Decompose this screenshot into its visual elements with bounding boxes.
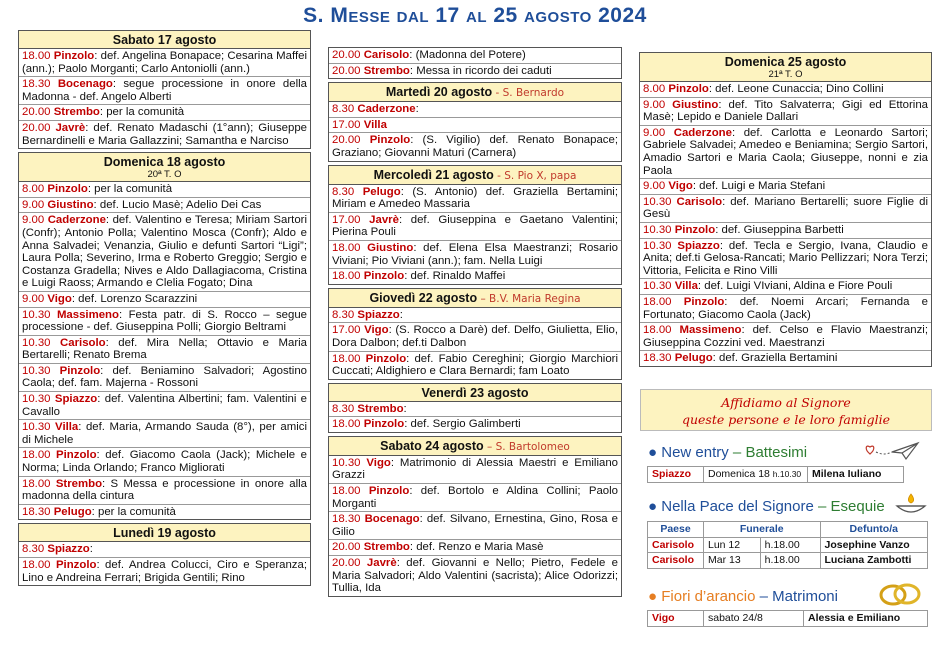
mass-intention: : def. Celso e Flavio Maestranzi; Giuseppina Cozzini ved. Maestranzi (643, 324, 929, 349)
mass-place: Strembo (363, 541, 410, 554)
mass-intention: : def. Giacomo Caola (Jack); Michele e Norma; Linda Orlando; Franco Migliorati (22, 449, 307, 475)
day-box (328, 383, 622, 433)
mass-place: Spiazzo (357, 308, 400, 321)
mass-place: Pelugo (53, 505, 92, 518)
mass-place: Pinzolo (53, 50, 95, 62)
day-header (19, 524, 310, 542)
mass-entry (329, 64, 621, 79)
mass-place: Massimeno (679, 324, 742, 337)
mass-intention: : def. Renzo e Maria Masè (409, 541, 544, 554)
mass-place: Pinzolo (59, 364, 101, 377)
matrimoni-title: ● Fiori d’arancio – Matrimoni (648, 588, 838, 605)
mass-entry (640, 98, 931, 126)
battesimi-title-b: – Battesimi (728, 444, 808, 461)
mass-intention: : (399, 308, 403, 321)
feast-label: – S. Bartolomeo (483, 440, 570, 453)
mass-place: Javrè (366, 557, 397, 570)
mass-time: 17.00 (332, 118, 361, 131)
esequie-giorno: Mar 13 (704, 553, 761, 569)
mass-entry (19, 292, 310, 308)
day-box (18, 152, 311, 520)
mass-place: Vigo (364, 324, 389, 337)
mass-entry (19, 364, 310, 392)
battesimi-table (647, 466, 904, 483)
mass-time: 8.00 (643, 83, 666, 95)
mass-time: 8.30 (332, 103, 355, 116)
mass-place: Giustino (367, 241, 414, 254)
mass-intention: : def. Carlotta e Leonardo Sartori; Gabriele Salvadei; Amedeo e Beniamina; Sergio Sartori, Amadio Sartori e Maria Caola; Giuseppe, nonni e zia Paola (643, 126, 928, 177)
mass-entry (329, 213, 621, 241)
mass-place: Spiazzo (54, 393, 98, 406)
mass-entry (640, 179, 931, 195)
mass-intention: : def. Silvano, Ernestina, Gino, Rosa e Gilio (332, 513, 618, 538)
mass-entry (19, 477, 310, 505)
mass-time: 18.30 (22, 505, 51, 518)
mass-place: Villa (674, 280, 698, 293)
mass-time: 18.00 (332, 485, 361, 498)
mass-entry (640, 351, 931, 366)
esequie-defunto: Luciana Zambotti (820, 553, 928, 569)
mass-place: Villa (55, 421, 79, 434)
mass-entry (19, 105, 310, 121)
mass-time: 20.00 (332, 541, 361, 554)
mass-intention: : S Messa e processione in onore alla madonna della cintura (22, 477, 307, 503)
mass-intention: : def. Fabio Cereghini; Giorgio Marchiori Cuccati; Aldighiero e Clara Bernardi; fam Loato (332, 352, 618, 378)
mass-place: Spiazzo (47, 543, 90, 556)
day-header (19, 31, 310, 49)
mass-intention: : def. Bortolo e Aldina Collini; Paolo Morganti (332, 485, 618, 510)
mass-place: Carisolo (676, 195, 723, 208)
wedding-rings-icon (875, 580, 927, 608)
mass-entry (19, 505, 310, 520)
battesimi-paese: Spiazzo (648, 467, 704, 483)
mass-time: 10.30 (22, 393, 51, 406)
mass-intention: : Messa in ricordo dei caduti (409, 64, 552, 77)
mass-intention: : def. Noemi Arcari; Fernanda e Fortunato; Giacomo Caola (Jack) (643, 295, 929, 321)
day-title: Lunedì 19 agosto (113, 526, 216, 541)
day-title: Giovedì 22 agosto (369, 290, 478, 305)
mass-intention: : def. Sergio Galimberti (404, 418, 521, 431)
mass-time: 8.00 (22, 183, 45, 196)
day-box (18, 30, 311, 149)
esequie-paese: Carisolo (648, 537, 704, 553)
mass-time: 10.30 (643, 223, 672, 236)
mass-entry (329, 48, 621, 64)
mass-place: Strembo (55, 477, 103, 490)
esequie-ora: h.18.00 (760, 537, 820, 553)
day-title: Sabato 24 agosto (380, 438, 484, 453)
mass-time: 10.30 (643, 280, 672, 293)
mass-intention: : (415, 103, 419, 116)
mass-place: Carisolo (363, 49, 410, 61)
mass-intention: : per la comunità (99, 106, 185, 119)
mass-place: Pinzolo (55, 559, 97, 571)
affidiamo-line1: Affidiamo al Signore (721, 395, 851, 410)
mass-time: 9.00 (22, 292, 45, 305)
mass-intention: : (Madonna del Potere) (409, 49, 526, 61)
mass-intention: : def. Angelina Bonapace; Cesarina Maffei (ann.); Paolo Morganti; Carlo Antoniolli (ann.) (22, 50, 307, 75)
page-title: S. Messe dal 17 al 25 agosto 2024 (303, 4, 647, 27)
battesimi-data (704, 467, 808, 483)
mass-intention: : def. Luigi e Maria Stefani (692, 180, 826, 193)
mass-intention: : def. Renato Madaschi (1°ann); Giuseppe Bernardinelli e Maria Gallazzini; Samantha e Narciso (22, 121, 308, 147)
mass-intention: : def. Mira Nella; Ottavio e Maria Bertarelli; Renato Brema (22, 336, 307, 362)
mass-time: 10.30 (22, 308, 51, 321)
mass-place: Pinzolo (368, 485, 410, 498)
day-box (328, 47, 622, 79)
column-2 (328, 47, 622, 600)
esequie-paese: Carisolo (648, 553, 704, 569)
mass-place: Spiazzo (677, 239, 720, 252)
mass-entry (19, 308, 310, 336)
col-header-funerale: Funerale (704, 522, 821, 538)
mass-place: Pinzolo (363, 270, 405, 283)
esequie-giorno: Lun 12 (704, 537, 761, 553)
mass-entry (329, 269, 621, 284)
mass-intention: : def. Graziella Bertamini (712, 352, 838, 365)
mass-intention: : segue processione in onore della Madonna - def. Angelo Alberti (22, 78, 307, 103)
mass-place: Vigo (47, 292, 72, 305)
mass-time: 20.00 (332, 134, 361, 147)
mass-intention: : def. Maria, Armando Sauda (8°), per amici di Michele (22, 421, 307, 446)
mass-time: 18.00 (332, 352, 361, 365)
mass-entry (640, 323, 931, 351)
mass-intention: : (89, 543, 93, 556)
day-title: Martedì 20 agosto (385, 85, 493, 100)
mass-time: 20.00 (332, 64, 361, 77)
mass-time: 10.30 (332, 456, 361, 469)
mass-entry (19, 420, 310, 448)
mass-time: 9.00 (22, 198, 45, 211)
mass-entry (19, 182, 310, 198)
mass-entry (19, 213, 310, 292)
battesimi-title-a: New entry (661, 444, 729, 461)
mass-place: Carisolo (60, 336, 106, 349)
mass-entry (329, 133, 621, 160)
mass-time: 10.30 (22, 364, 51, 377)
mass-time: 8.30 (332, 185, 355, 198)
day-title: Domenica 18 agosto (103, 155, 226, 170)
mass-place: Strembo (53, 106, 100, 119)
day-header (329, 289, 621, 308)
column-3 (639, 52, 932, 370)
mass-place: Pinzolo (683, 295, 725, 308)
mass-time: 9.00 (22, 214, 45, 227)
mass-place: Pinzolo (674, 223, 716, 236)
mass-intention: : def. Valentina Albertini; fam. Valentini e Cavallo (22, 393, 308, 418)
mass-entry (329, 402, 621, 418)
mass-intention: : def. Luigi VIviani, Aldina e Fiore Pouli (697, 280, 893, 293)
mass-entry (640, 82, 931, 98)
mass-place: Strembo (363, 64, 410, 77)
mass-place: Massimeno (56, 308, 119, 321)
mass-entry (640, 279, 931, 295)
mass-intention: : def. Giuseppina e Gaetano Valentini; Pierina Pouli (332, 213, 618, 239)
esequie-title-a: Nella Pace del Signore (661, 498, 814, 515)
mass-entry (19, 542, 310, 558)
day-title: Venerdì 23 agosto (421, 385, 529, 400)
mass-place: Pinzolo (365, 352, 407, 365)
mass-time: 18.00 (22, 477, 51, 490)
mass-place: Javrè (55, 121, 86, 134)
mass-place: Bocenago (57, 78, 113, 91)
mass-time: 9.00 (643, 126, 666, 139)
mass-place: Pinzolo (668, 83, 709, 95)
mass-entry (19, 198, 310, 214)
mass-entry (329, 540, 621, 556)
battesimi-nome: Milena Iuliano (808, 467, 904, 483)
mass-time: 18.30 (22, 78, 51, 91)
mass-place: Pinzolo (363, 418, 405, 431)
mass-entry (329, 102, 621, 118)
mass-entry (19, 392, 310, 420)
table-row (648, 537, 928, 553)
table-header (648, 522, 928, 538)
day-box (328, 165, 622, 285)
mass-intention: : (403, 402, 407, 415)
mass-place: Giustino (47, 198, 94, 211)
esequie-title: ● Nella Pace del Signore – Esequie (648, 498, 885, 515)
mass-place: Pelugo (362, 185, 401, 198)
mass-place: Vigo (668, 180, 693, 193)
heart-plane-icon (862, 440, 922, 462)
mass-time: 18.00 (22, 559, 51, 571)
mass-place: Pelugo (674, 352, 713, 365)
table-row (648, 553, 928, 569)
matrimoni-title-b: – Matrimoni (755, 588, 838, 605)
mass-entry (329, 241, 621, 269)
mass-intention: : (S. Rocco a Darè) def. Delfo, Giulietta, Elio, Dora Dalbon; def.ti Dalbon (332, 324, 618, 349)
mass-entry (329, 456, 621, 484)
battesimi-giorno: Domenica 18 (708, 468, 770, 480)
esequie-defunto: Josephine Vanzo (820, 537, 928, 553)
day-header (640, 53, 931, 82)
oil-lamp-icon (893, 492, 929, 518)
esequie-table (647, 521, 928, 569)
mass-time: 10.30 (22, 336, 51, 349)
mass-intention: : (S. Antonio) def. Graziella Bertamini; Miriam e Amedeo Massaria (332, 185, 619, 211)
column-1 (18, 30, 311, 589)
mass-entry (329, 323, 621, 351)
day-header (329, 166, 621, 185)
mass-place: Strembo (357, 402, 404, 415)
col-header-paese: Paese (648, 522, 704, 538)
mass-time: 8.30 (22, 543, 45, 556)
mass-place: Bocenago (364, 513, 420, 526)
mass-time: 18.00 (22, 50, 51, 62)
day-header (19, 153, 310, 182)
affidiamo-box (640, 389, 932, 431)
mass-intention: : def. Lucio Masè; Adelio Dei Cas (93, 198, 262, 211)
mass-entry (329, 484, 621, 512)
mass-entry (329, 556, 621, 596)
mass-time: 18.00 (332, 270, 361, 283)
mass-intention: : def. Beniamino Salvadori; Agostino Caola; def. fam. Majerna - Rossoni (22, 364, 308, 390)
mass-place: Giustino (672, 98, 719, 111)
mass-entry (640, 195, 931, 223)
affidiamo-line2: queste persone e le loro famiglie (681, 412, 891, 427)
mass-time: 10.30 (643, 239, 672, 252)
mass-place: Caderzone (673, 126, 732, 139)
mass-time: 10.30 (643, 195, 672, 208)
mass-intention: : per la comunità (87, 183, 173, 196)
mass-intention: : def. Lorenzo Scarazzini (71, 292, 198, 305)
mass-intention: : def. Mariano Bertarelli; suore Figlie di Gesù (643, 195, 928, 221)
esequie-title-b: – Esequie (813, 498, 885, 515)
mass-time: 20.00 (22, 121, 51, 134)
mass-place: Pinzolo (47, 183, 88, 196)
mass-time: 17.00 (332, 324, 361, 337)
mass-time: 10.30 (22, 421, 51, 434)
mass-time: 18.30 (643, 352, 672, 365)
mass-time: 9.00 (643, 98, 666, 111)
matrimoni-paese: Vigo (648, 611, 704, 627)
mass-entry (19, 121, 310, 148)
mass-intention: : def. Andrea Colucci, Ciro e Speranza; Lino e Andreina Ferrari; Brigida Gentili; Rino (22, 559, 307, 584)
battesimi-title: ● New entry – Battesimi (648, 444, 808, 461)
mass-place: Pinzolo (56, 449, 97, 462)
col-header-defunto: Defunto/a (820, 522, 928, 538)
mass-entry (640, 239, 931, 280)
mass-entry (19, 49, 310, 77)
mass-place: Caderzone (47, 214, 106, 227)
mass-time: 17.00 (332, 213, 361, 226)
day-box (18, 523, 311, 586)
day-title: Mercoledì 21 agosto (373, 167, 494, 182)
mass-intention: : def. Valentino e Teresa; Miriam Sartori (Confr); Antonio Polla; Valentino Mosca (Confr); Aldo e Anna Salvadei; Venanzia, Giulio e defunti Sartori “Ligi”; Laura Polla; Severino, Irma e Roberto Greggio; Sergio e Costanza Gradella; Nives e Aldo Dallagiacoma, Cristina e Luigi Raoss; Armando e Clelia Fogato; Dina (22, 214, 307, 290)
mass-time: 8.30 (332, 308, 355, 321)
day-header (329, 384, 621, 402)
feast-label: - S. Bernardo (492, 87, 565, 100)
mass-entry (329, 118, 621, 134)
mass-entry (640, 295, 931, 323)
mass-intention: : Festa patr. di S. Rocco – segue processione - def. Giuseppina Polli; Giorgio Beltrami (22, 308, 307, 334)
mass-intention: : per la comunità (91, 505, 176, 518)
mass-entry (329, 185, 621, 213)
mass-place: Villa (363, 118, 387, 131)
mass-intention: : def. Tecla e Sergio, Ivana, Claudio e Anita; def.ti Gelosa-Rancati; Mario Pellizzari; Nora Terzi; Vittoria, Felicita e Rino Villi (643, 239, 928, 277)
battesimi-ora: h.10.30 (772, 469, 802, 479)
mass-entry (329, 308, 621, 324)
mass-entry (19, 448, 310, 476)
matrimoni-sposi: Alessia e Emiliano (804, 611, 928, 627)
mass-intention: : def. Elena Elsa Maestranzi; Rosario Viviani; Pio Viviani (ann.); fam. Nella Luigi (332, 241, 618, 267)
mass-time: 20.00 (22, 106, 51, 119)
mass-time: 18.30 (332, 513, 361, 526)
matrimoni-title-a: Fiori d’arancio (661, 588, 756, 605)
mass-time: 18.00 (332, 241, 361, 254)
day-header (329, 437, 621, 456)
mass-intention: : def. Leone Cunaccia; Dino Collini (708, 83, 884, 95)
day-box (328, 82, 622, 161)
esequie-ora: h.18.00 (760, 553, 820, 569)
mass-entry (329, 417, 621, 432)
mass-entry (19, 558, 310, 585)
mass-time: 18.00 (332, 418, 361, 431)
mass-time: 20.00 (332, 557, 361, 570)
mass-intention: : def. Tito Salvaterra; Gigi ed Ettorina Masè; Lepido e Daniele Dallari (643, 98, 928, 124)
feast-label: – B.V. Maria Regina (477, 292, 581, 305)
mass-intention: : def. Giovanni e Nello; Pietro, Fedele e Maria Salvadori; Aldo Valentini (sacrista); Alice Odorizzi; Tullia, Ida (332, 557, 618, 595)
mass-entry (640, 126, 931, 179)
mass-intention: : Matrimonio di Alessia Maestri e Emiliano Grazzi (332, 456, 618, 482)
day-title: Domenica 25 agosto (724, 55, 847, 69)
liturgical-week: 21ª T. O (768, 69, 803, 80)
table-row (648, 467, 904, 483)
table-row (648, 611, 928, 627)
day-box (639, 52, 932, 367)
mass-time: 18.00 (22, 449, 51, 462)
mass-time: 18.00 (643, 324, 672, 337)
mass-entry (19, 336, 310, 364)
mass-entry (640, 223, 931, 239)
liturgical-week: 20ª T. O (147, 169, 182, 181)
mass-intention: : def. Giuseppina Barbetti (715, 223, 844, 236)
day-box (328, 436, 622, 597)
mass-place: Caderzone (357, 103, 416, 116)
mass-entry (329, 512, 621, 540)
day-title: Sabato 17 agosto (112, 33, 217, 47)
feast-label: - S. Pio X, papa (493, 169, 577, 182)
mass-intention: : (S. Vigilio) def. Renato Bonapace; Graziano; Giovanni Maturi (Carnera) (332, 134, 618, 159)
mass-intention: : def. Rinaldo Maffei (404, 270, 506, 283)
mass-place: Javrè (369, 213, 399, 226)
mass-time: 18.00 (643, 295, 672, 308)
mass-time: 9.00 (643, 180, 666, 193)
mass-entry (329, 352, 621, 379)
day-header (329, 83, 621, 102)
mass-place: Vigo (366, 456, 391, 469)
matrimoni-data: sabato 24/8 (704, 611, 804, 627)
mass-time: 8.30 (332, 402, 355, 415)
mass-entry (19, 77, 310, 105)
mass-time: 20.00 (332, 49, 361, 61)
mass-place: Pinzolo (369, 134, 411, 147)
day-box (328, 288, 622, 380)
matrimoni-table (647, 610, 928, 627)
